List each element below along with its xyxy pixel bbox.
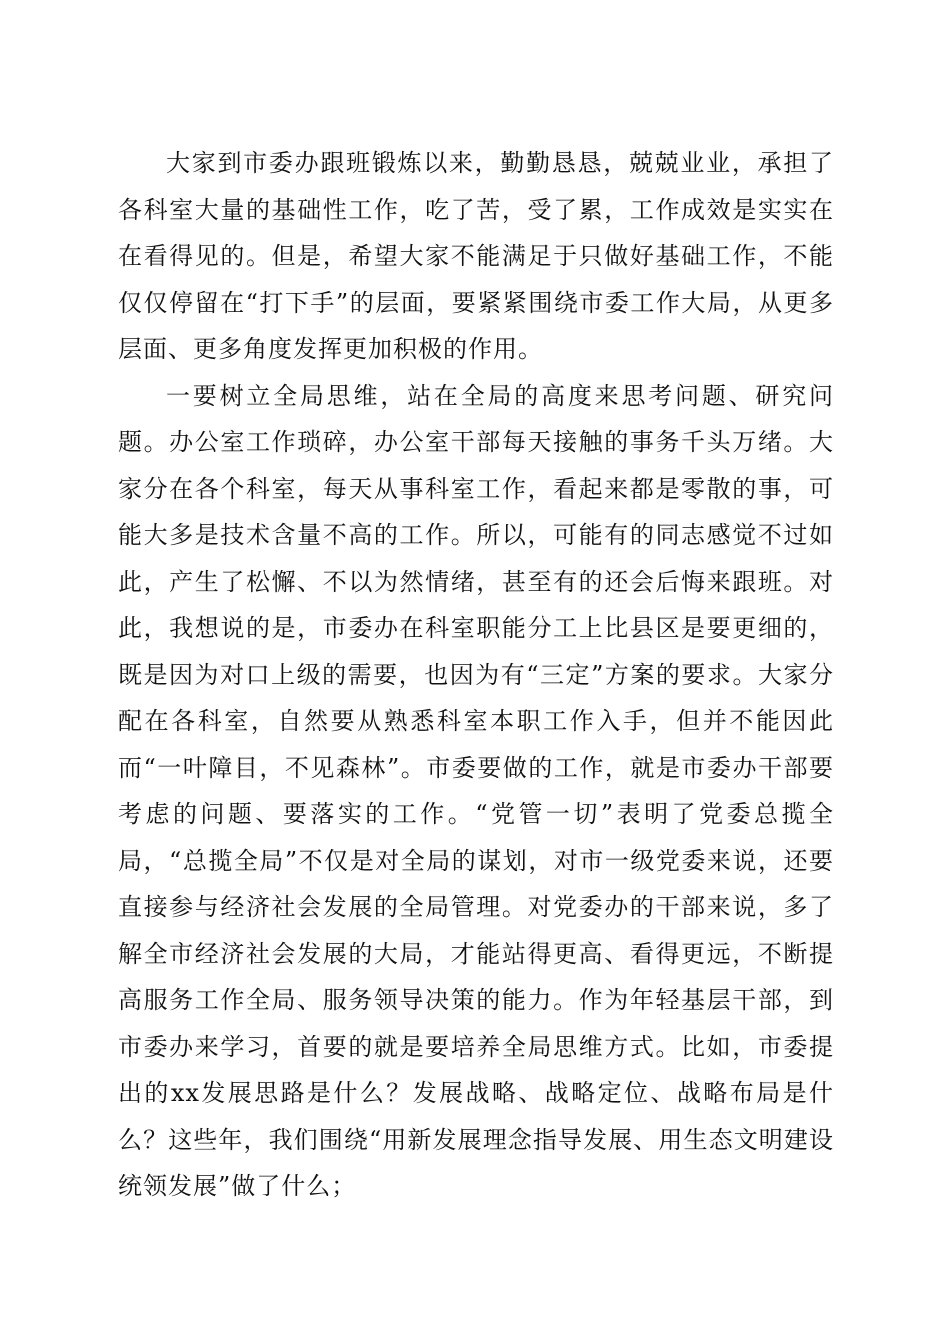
document-body: [118, 140, 834, 1210]
paragraph-global-thinking: 一要树立全局思维，站在全局的高度来思考问题、研究问题。办公室工作琐碎，办公室干部每天接触的事务千头万绪。大家分在各个科室，每天从事科室工作，看起来都是零散的事，可能大多是技术含量不高的工作。所以，可能有的同志感觉不过如此，产生了松懈、不以为然情绪，甚至有的还会后悔来跟班。对此，我想说的是，市委办在科室职能分工上比县区是要更细的，既是因为对口上级的需要，也因为有“三定”方案的要求。大家分配在各科室，自然要从熟悉科室本职工作入手，但并不能因此而“一叶障目，不见森林”。市委要做的工作，就是市委办干部要考虑的问题、要落实的工作。“党管一切”表明了党委总揽全局，“总揽全局”不仅是对全局的谋划，对市一级党委来说，还要直接参与经济社会发展的全局管理。对党委办的干部来说，多了解全市经济社会发展的大局，才能站得更高、看得更远，不断提高服务工作全局、服务领导决策的能力。作为年轻基层干部，到市委办来学习，首要的就是要培养全局思维方式。比如，市委提出的xx发展思路是什么？发展战略、战略定位、战略布局是什么？这些年，我们围绕“用新发展理念指导发展、用生态文明建设统领发展”做了什么；: [118, 381, 834, 1200]
paragraph-intro: 大家到市委办跟班锻炼以来，勤勤恳恳，兢兢业业，承担了各科室大量的基础性工作，吃了苦，受了累，工作成效是实实在在看得见的。但是，希望大家不能满足于只做好基础工作，不能仅仅停留在“打下手”的层面，要紧紧围绕市委工作大局，从更多层面、更多角度发挥更加积极的作用。: [118, 149, 834, 363]
